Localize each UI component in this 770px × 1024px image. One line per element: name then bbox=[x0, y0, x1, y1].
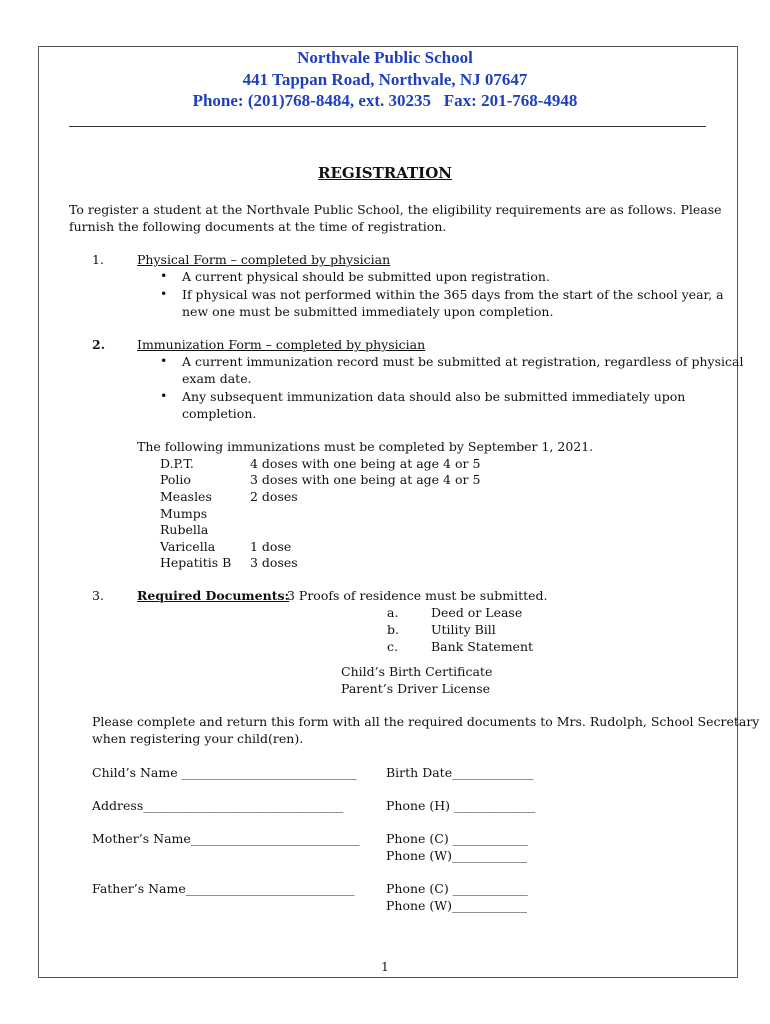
bullet-icon: • bbox=[160, 286, 168, 301]
father-work-phone-field[interactable]: Phone (W)____________ bbox=[386, 898, 528, 913]
mother-name-field[interactable]: Mother’s Name___________________________ bbox=[92, 831, 360, 846]
closing-line-1: Please complete and return this form with all the required documents to Mrs. Rudolph, School Secretary bbox=[92, 714, 760, 729]
immunization-name: Polio bbox=[160, 472, 191, 487]
home-phone-field[interactable]: Phone (H) _____________ bbox=[386, 798, 536, 813]
immunization-name: Hepatitis B bbox=[160, 555, 232, 570]
immunization-dose: 2 doses bbox=[250, 489, 298, 504]
school-contact: Phone: (201)768-8484, ext. 30235 Fax: 201-768-4948 bbox=[192, 91, 578, 110]
bullet-icon: • bbox=[160, 353, 168, 368]
mother-cell-phone-field[interactable]: Phone (C) ____________ bbox=[386, 831, 528, 846]
document-letter: b. bbox=[387, 622, 399, 637]
bullet-icon: • bbox=[160, 388, 168, 403]
section-1-bullet-1: A current physical should be submitted upon registration. bbox=[182, 269, 550, 284]
document-item: Bank Statement bbox=[431, 639, 534, 654]
section-2-bullet-2b: completion. bbox=[182, 406, 257, 421]
mother-work-phone-field[interactable]: Phone (W)____________ bbox=[386, 848, 528, 863]
immunization-name: D.P.T. bbox=[160, 456, 194, 471]
birth-date-field[interactable]: Birth Date_____________ bbox=[386, 765, 534, 780]
immunization-dose: 3 doses bbox=[250, 555, 298, 570]
father-cell-phone-field[interactable]: Phone (C) ____________ bbox=[386, 881, 528, 896]
page-number: 1 bbox=[381, 960, 389, 974]
document-driver-license: Parent’s Driver License bbox=[341, 681, 491, 696]
section-2-bullet-2a: Any subsequent immunization data should also be submitted immediately upon bbox=[182, 389, 686, 404]
immunization-name: Measles bbox=[160, 489, 212, 504]
document-item: Deed or Lease bbox=[431, 605, 523, 620]
immunization-intro: The following immunizations must be completed by September 1, 2021. bbox=[137, 439, 594, 454]
immunization-name: Rubella bbox=[160, 522, 209, 537]
school-address: 441 Tappan Road, Northvale, NJ 07647 bbox=[242, 70, 528, 89]
immunization-name: Mumps bbox=[160, 506, 208, 521]
intro-line-1: To register a student at the Northvale Public School, the eligibility requirements are as follows. Please bbox=[69, 202, 722, 217]
header-divider bbox=[69, 126, 706, 127]
section-2-bullet-1a: A current immunization record must be submitted at registration, regardless of physical bbox=[182, 354, 744, 369]
section-2-heading: Immunization Form – completed by physician bbox=[137, 337, 426, 352]
section-3-number: 3. bbox=[92, 588, 104, 603]
document-birth-certificate: Child’s Birth Certificate bbox=[341, 664, 493, 679]
section-2-bullet-1b: exam date. bbox=[182, 371, 252, 386]
closing-line-2: when registering your child(ren). bbox=[92, 731, 304, 746]
document-item: Utility Bill bbox=[431, 622, 496, 637]
intro-line-2: furnish the following documents at the time of registration. bbox=[69, 219, 447, 234]
immunization-name: Varicella bbox=[160, 539, 216, 554]
section-3-text: 3 Proofs of residence must be submitted. bbox=[287, 588, 548, 603]
section-1-bullet-2a: If physical was not performed within the 365 days from the start of the school year, a bbox=[182, 287, 724, 302]
section-1-number: 1. bbox=[92, 252, 104, 267]
school-name: Northvale Public School bbox=[297, 48, 473, 67]
immunization-dose: 3 doses with one being at age 4 or 5 bbox=[250, 472, 481, 487]
address-field[interactable]: Address________________________________ bbox=[92, 798, 344, 813]
section-1-bullet-2b: new one must be submitted immediately upon completion. bbox=[182, 304, 554, 319]
page-title: REGISTRATION bbox=[318, 164, 452, 182]
document-letter: c. bbox=[387, 639, 398, 654]
immunization-dose: 1 dose bbox=[250, 539, 292, 554]
section-3-heading: Required Documents: bbox=[137, 588, 290, 603]
section-2-number: 2. bbox=[92, 337, 106, 352]
document-letter: a. bbox=[387, 605, 399, 620]
father-name-field[interactable]: Father’s Name___________________________ bbox=[92, 881, 355, 896]
child-name-field[interactable]: Child’s Name ____________________________ bbox=[92, 765, 357, 780]
bullet-icon: • bbox=[160, 268, 168, 283]
section-1-heading: Physical Form – completed by physician bbox=[137, 252, 391, 267]
immunization-dose: 4 doses with one being at age 4 or 5 bbox=[250, 456, 481, 471]
